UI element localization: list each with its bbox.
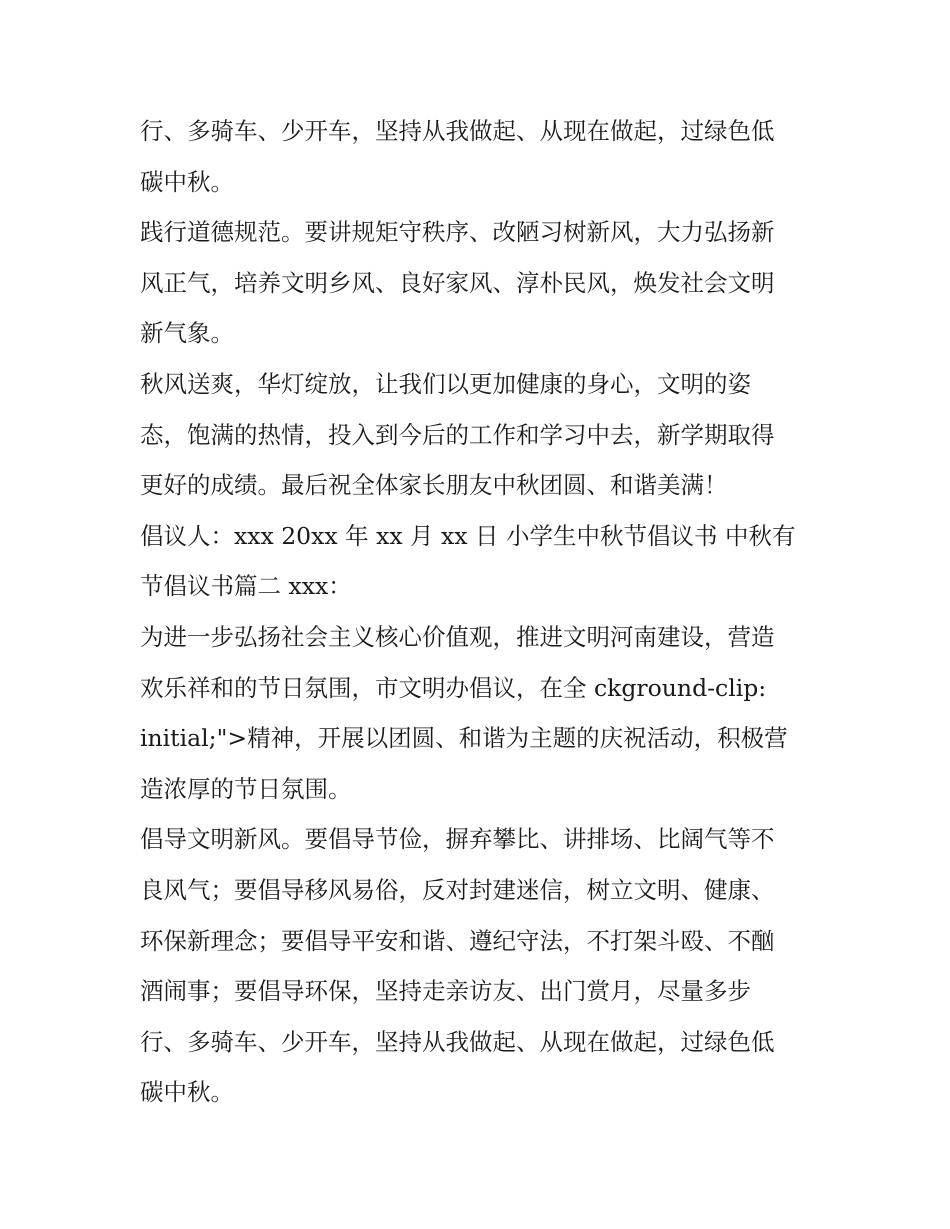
text-line: 态，饱满的热情，投入到今后的工作和学习中去，新学期取得	[140, 420, 775, 449]
paragraph-civilized-customs	[140, 814, 830, 1118]
text-line: 碳中秋。	[140, 1078, 234, 1107]
text-line: 行、多骑车、少开车，坚持从我做起、从现在做起，过绿色低	[140, 1027, 775, 1056]
text-line: 倡议人：xxx 20xx 年 xx 月 xx 日 小学生中秋节倡议书 中秋有	[140, 521, 796, 550]
document-body	[140, 106, 830, 1118]
paragraph-initiative-intro	[140, 612, 830, 814]
text-line: 风正气，培养文明乡风、良好家风、淳朴民风，焕发社会文明	[140, 268, 775, 297]
text-line: 环保新理念；要倡导平安和谐、遵纪守法，不打架斗殴、不酗	[140, 926, 775, 955]
text-line: 节倡议书篇二 xxx：	[140, 572, 352, 601]
text-line: initial;">精神，开展以团圆、和谐为主题的庆祝活动，积极营	[140, 724, 788, 753]
text-line: 造浓厚的节日氛围。	[140, 774, 352, 803]
paragraph-signature	[140, 511, 830, 612]
text-line: 秋风送爽，华灯绽放，让我们以更加健康的身心，文明的姿	[140, 369, 751, 398]
text-line: 新气象。	[140, 319, 234, 348]
paragraph-low-carbon-intro	[140, 106, 830, 207]
text-line: 倡导文明新风。要倡导节俭，摒弃攀比、讲排场、比阔气等不	[140, 825, 775, 854]
text-line: 酒闹事；要倡导环保，坚持走亲访友、出门赏月，尽量多步	[140, 977, 751, 1006]
text-line: 欢乐祥和的节日氛围，市文明办倡议，在全 ckground-clip:	[140, 673, 767, 702]
paragraph-closing-wishes	[140, 359, 830, 511]
text-line: 践行道德规范。要讲规矩守秩序、改陋习树新风，大力弘扬新	[140, 218, 775, 247]
text-line: 更好的成绩。最后祝全体家长朋友中秋团圆、和谐美满！	[140, 471, 728, 500]
text-line: 为进一步弘扬社会主义核心价值观，推进文明河南建设，营造	[140, 622, 775, 651]
text-line: 碳中秋。	[140, 167, 234, 196]
text-line: 良风气；要倡导移风易俗，反对封建迷信，树立文明、健康、	[140, 875, 775, 904]
paragraph-moral-norms	[140, 207, 830, 359]
text-line: 行、多骑车、少开车，坚持从我做起、从现在做起，过绿色低	[140, 117, 775, 145]
